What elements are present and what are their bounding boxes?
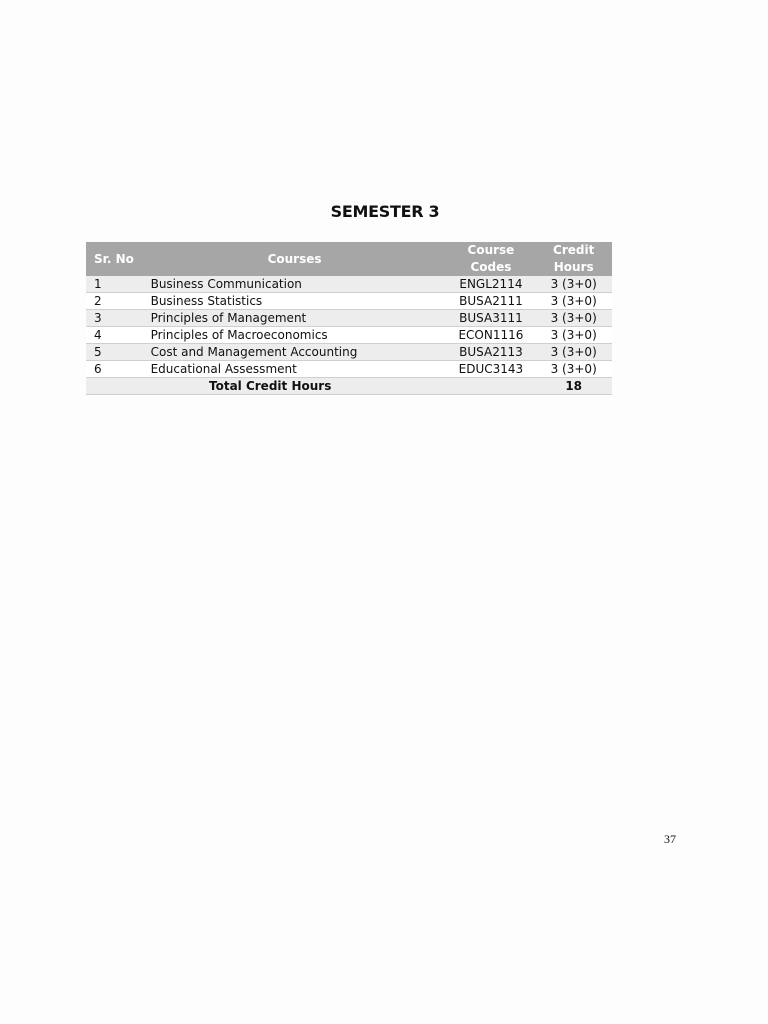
header-course-codes xyxy=(446,242,535,276)
header-credit-hours-line2: Hours xyxy=(553,260,594,274)
cell-sr-no: 4 xyxy=(86,327,143,344)
table-row xyxy=(86,276,612,293)
total-credit-hours-label: Total Credit Hours xyxy=(86,378,535,395)
header-credit-hours-line1: Credit xyxy=(553,243,595,257)
page-number: 37 xyxy=(664,832,676,846)
cell-sr-no: 1 xyxy=(86,276,143,293)
cell-course: Principles of Macroeconomics xyxy=(143,327,447,344)
cell-course: Principles of Management xyxy=(143,310,447,327)
table-row xyxy=(86,344,612,361)
cell-credit-hours: 3 (3+0) xyxy=(535,310,612,327)
course-table xyxy=(86,242,612,395)
cell-sr-no: 2 xyxy=(86,293,143,310)
cell-course-code: ENGL2114 xyxy=(446,276,535,293)
cell-course-code: BUSA3111 xyxy=(446,310,535,327)
header-courses: Courses xyxy=(143,242,447,276)
table-header-row xyxy=(86,242,612,276)
cell-sr-no: 3 xyxy=(86,310,143,327)
table-row xyxy=(86,310,612,327)
cell-course: Business Communication xyxy=(143,276,447,293)
cell-course-code: BUSA2111 xyxy=(446,293,535,310)
total-credit-hours-value: 18 xyxy=(535,378,612,395)
cell-course: Cost and Management Accounting xyxy=(143,344,447,361)
cell-sr-no: 5 xyxy=(86,344,143,361)
cell-course: Business Statistics xyxy=(143,293,447,310)
cell-course-code: BUSA2113 xyxy=(446,344,535,361)
table-row xyxy=(86,361,612,378)
cell-credit-hours: 3 (3+0) xyxy=(535,344,612,361)
cell-credit-hours: 3 (3+0) xyxy=(535,361,612,378)
header-course-codes-line2: Codes xyxy=(470,260,512,274)
header-sr-no: Sr. No xyxy=(86,242,143,276)
cell-credit-hours: 3 (3+0) xyxy=(535,327,612,344)
table-row xyxy=(86,327,612,344)
cell-credit-hours: 3 (3+0) xyxy=(535,293,612,310)
header-credit-hours xyxy=(535,242,612,276)
table-row xyxy=(86,293,612,310)
cell-credit-hours: 3 (3+0) xyxy=(535,276,612,293)
cell-course-code: ECON1116 xyxy=(446,327,535,344)
page-title: SEMESTER 3 xyxy=(330,202,440,221)
cell-sr-no: 6 xyxy=(86,361,143,378)
total-row xyxy=(86,378,612,395)
header-course-codes-line1: Course xyxy=(467,243,515,257)
cell-course-code: EDUC3143 xyxy=(446,361,535,378)
cell-course: Educational Assessment xyxy=(143,361,447,378)
